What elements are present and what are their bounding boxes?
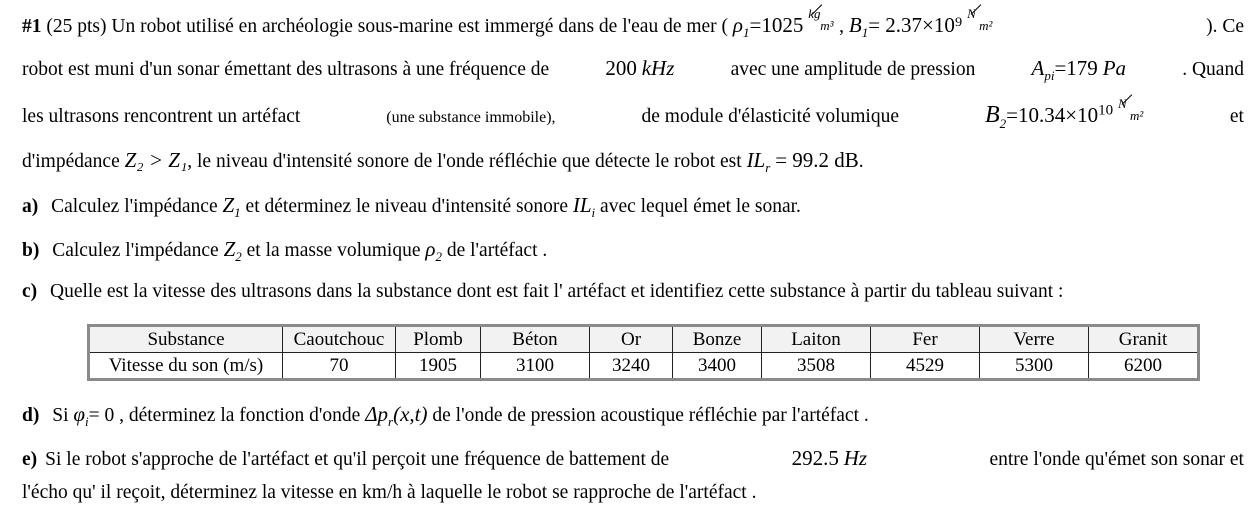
Api-value: =179 [1054,56,1098,80]
line3-paren: (une substance immobile), [386,109,556,126]
question-d: d) Si $\varphi_i= 0$ , déterminez la fonction d'onde $\Delta p_r(x,t)$ de l'onde de pression acoustique réfléchie par l'artéfact . [22,402,869,430]
table-header-row [89,326,1199,353]
B2-exponent: 10 [1098,102,1114,119]
line2-end: . Quand [1182,59,1244,80]
rho1-unit: kg m³ [808,6,834,33]
table-cell: 3508 [762,353,871,380]
question-a: a) Calculez l'impédance $Z_1$ et déterminez le niveau d'intensité sonore $IL_i$ avec lequel émet le sonar. [22,193,801,221]
table-cell: 70 [283,353,396,380]
question-b: b) Calculez l'impédance $Z_2$ et la masse volumique $\rho_2$ de l'artéfact . [22,237,548,265]
table-cell: 3400 [673,353,762,380]
question-c: c) Quelle est la vitesse des ultrasons dans la substance dont est fait l' artéfact et identifiez cette substance à partir du tableau suivant : [22,281,1064,302]
line2-text-b: avec une amplitude de pression [730,59,976,80]
table-cell: Substance [89,326,283,353]
question-e-line-2: l'écho qu' il reçoit, déterminez la vitesse en km/h à laquelle le robot se rapproche de l'artéfact . [22,482,757,503]
line4-text-a: d'impédance [22,151,120,172]
table-row [89,353,1199,380]
frequency-value: 200 [605,56,637,80]
line3-text-a: les ultrasons rencontrent un artéfact [22,106,301,127]
question-e: e) Si le robot s'approche de l'artéfact et qu'il perçoit une fréquence de battement de 292.5 Hz entre l'onde qu'émet son sonar et [22,446,1244,470]
Api-unit: Pa [1102,56,1127,80]
table-cell: 3240 [590,353,673,380]
table-cell: Granit [1089,326,1199,353]
table-cell: Or [590,326,673,353]
line4-text-b: , le niveau d'intensité sonore de l'onde réfléchie que détecte le robot est [187,151,742,172]
rho1-symbol: $\rho_1$ [732,13,750,41]
speed-of-sound-table [87,324,1200,381]
table-cell: Fer [871,326,980,353]
table-cell: 3100 [481,353,590,380]
beat-frequency: 292.5 [791,446,839,470]
table-cell: Bonze [673,326,762,353]
table-cell: 5300 [980,353,1089,380]
table-cell: Béton [481,326,590,353]
B1-symbol: $B_1$ [848,13,869,41]
impedance-inequality: Z₂ > Z₁ [124,148,188,172]
line3-end: et [1229,106,1244,127]
problem-points: (25 pts) [46,16,107,37]
B2-unit: N m² [1117,96,1144,123]
ILr-symbol: $IL_r$ [746,148,771,176]
problem-line-2 [22,56,1244,84]
B2-symbol: $B_2$ [984,102,1007,131]
B1-unit: N m² [967,6,993,33]
table-cell: Laiton [762,326,871,353]
ILr-value: = 99.2 dB [775,148,859,172]
Api-symbol: $A_{pi}$ [1031,56,1055,84]
problem-number: #1 [22,16,42,37]
table-cell: 4529 [871,353,980,380]
B2-value: =10.34×10 [1006,103,1099,127]
B1-value: = 2.37×10⁹ [868,13,963,37]
problem-line-1: #1 (25 pts) Un robot utilisé en archéologie sous-marine est immergé dans de l'eau de mer ( $\rho_1=1025$ kg m³ , $B_1= 2.37\times 10^9$ N m² ). Ce [22,6,1244,41]
rho1-value: =1025 [749,13,804,37]
problem-line-3 [22,96,1244,132]
table-cell: Vitesse du son (m/s) [89,353,283,380]
table-cell: 6200 [1089,353,1199,380]
line3-text-b: de module d'élasticité volumique [641,106,900,127]
table-cell: Verre [980,326,1089,353]
line2-text-a: robot est muni d'un sonar émettant des ultrasons à une fréquence de [22,59,550,80]
intro-end: ). Ce [1206,16,1244,37]
intro-text: Un robot utilisé en archéologie sous-marine est immergé dans de l'eau de mer ( [111,16,729,37]
table-cell: Plomb [396,326,481,353]
frequency-unit: kHz [641,56,675,80]
problem-line-4: d'impédance Z₂ > Z₁, le niveau d'intensité sonore de l'onde réfléchie que détecte le robot est $IL_r = 99.2$ dB. [22,148,864,176]
table-cell: Caoutchouc [283,326,396,353]
table-cell: 1905 [396,353,481,380]
